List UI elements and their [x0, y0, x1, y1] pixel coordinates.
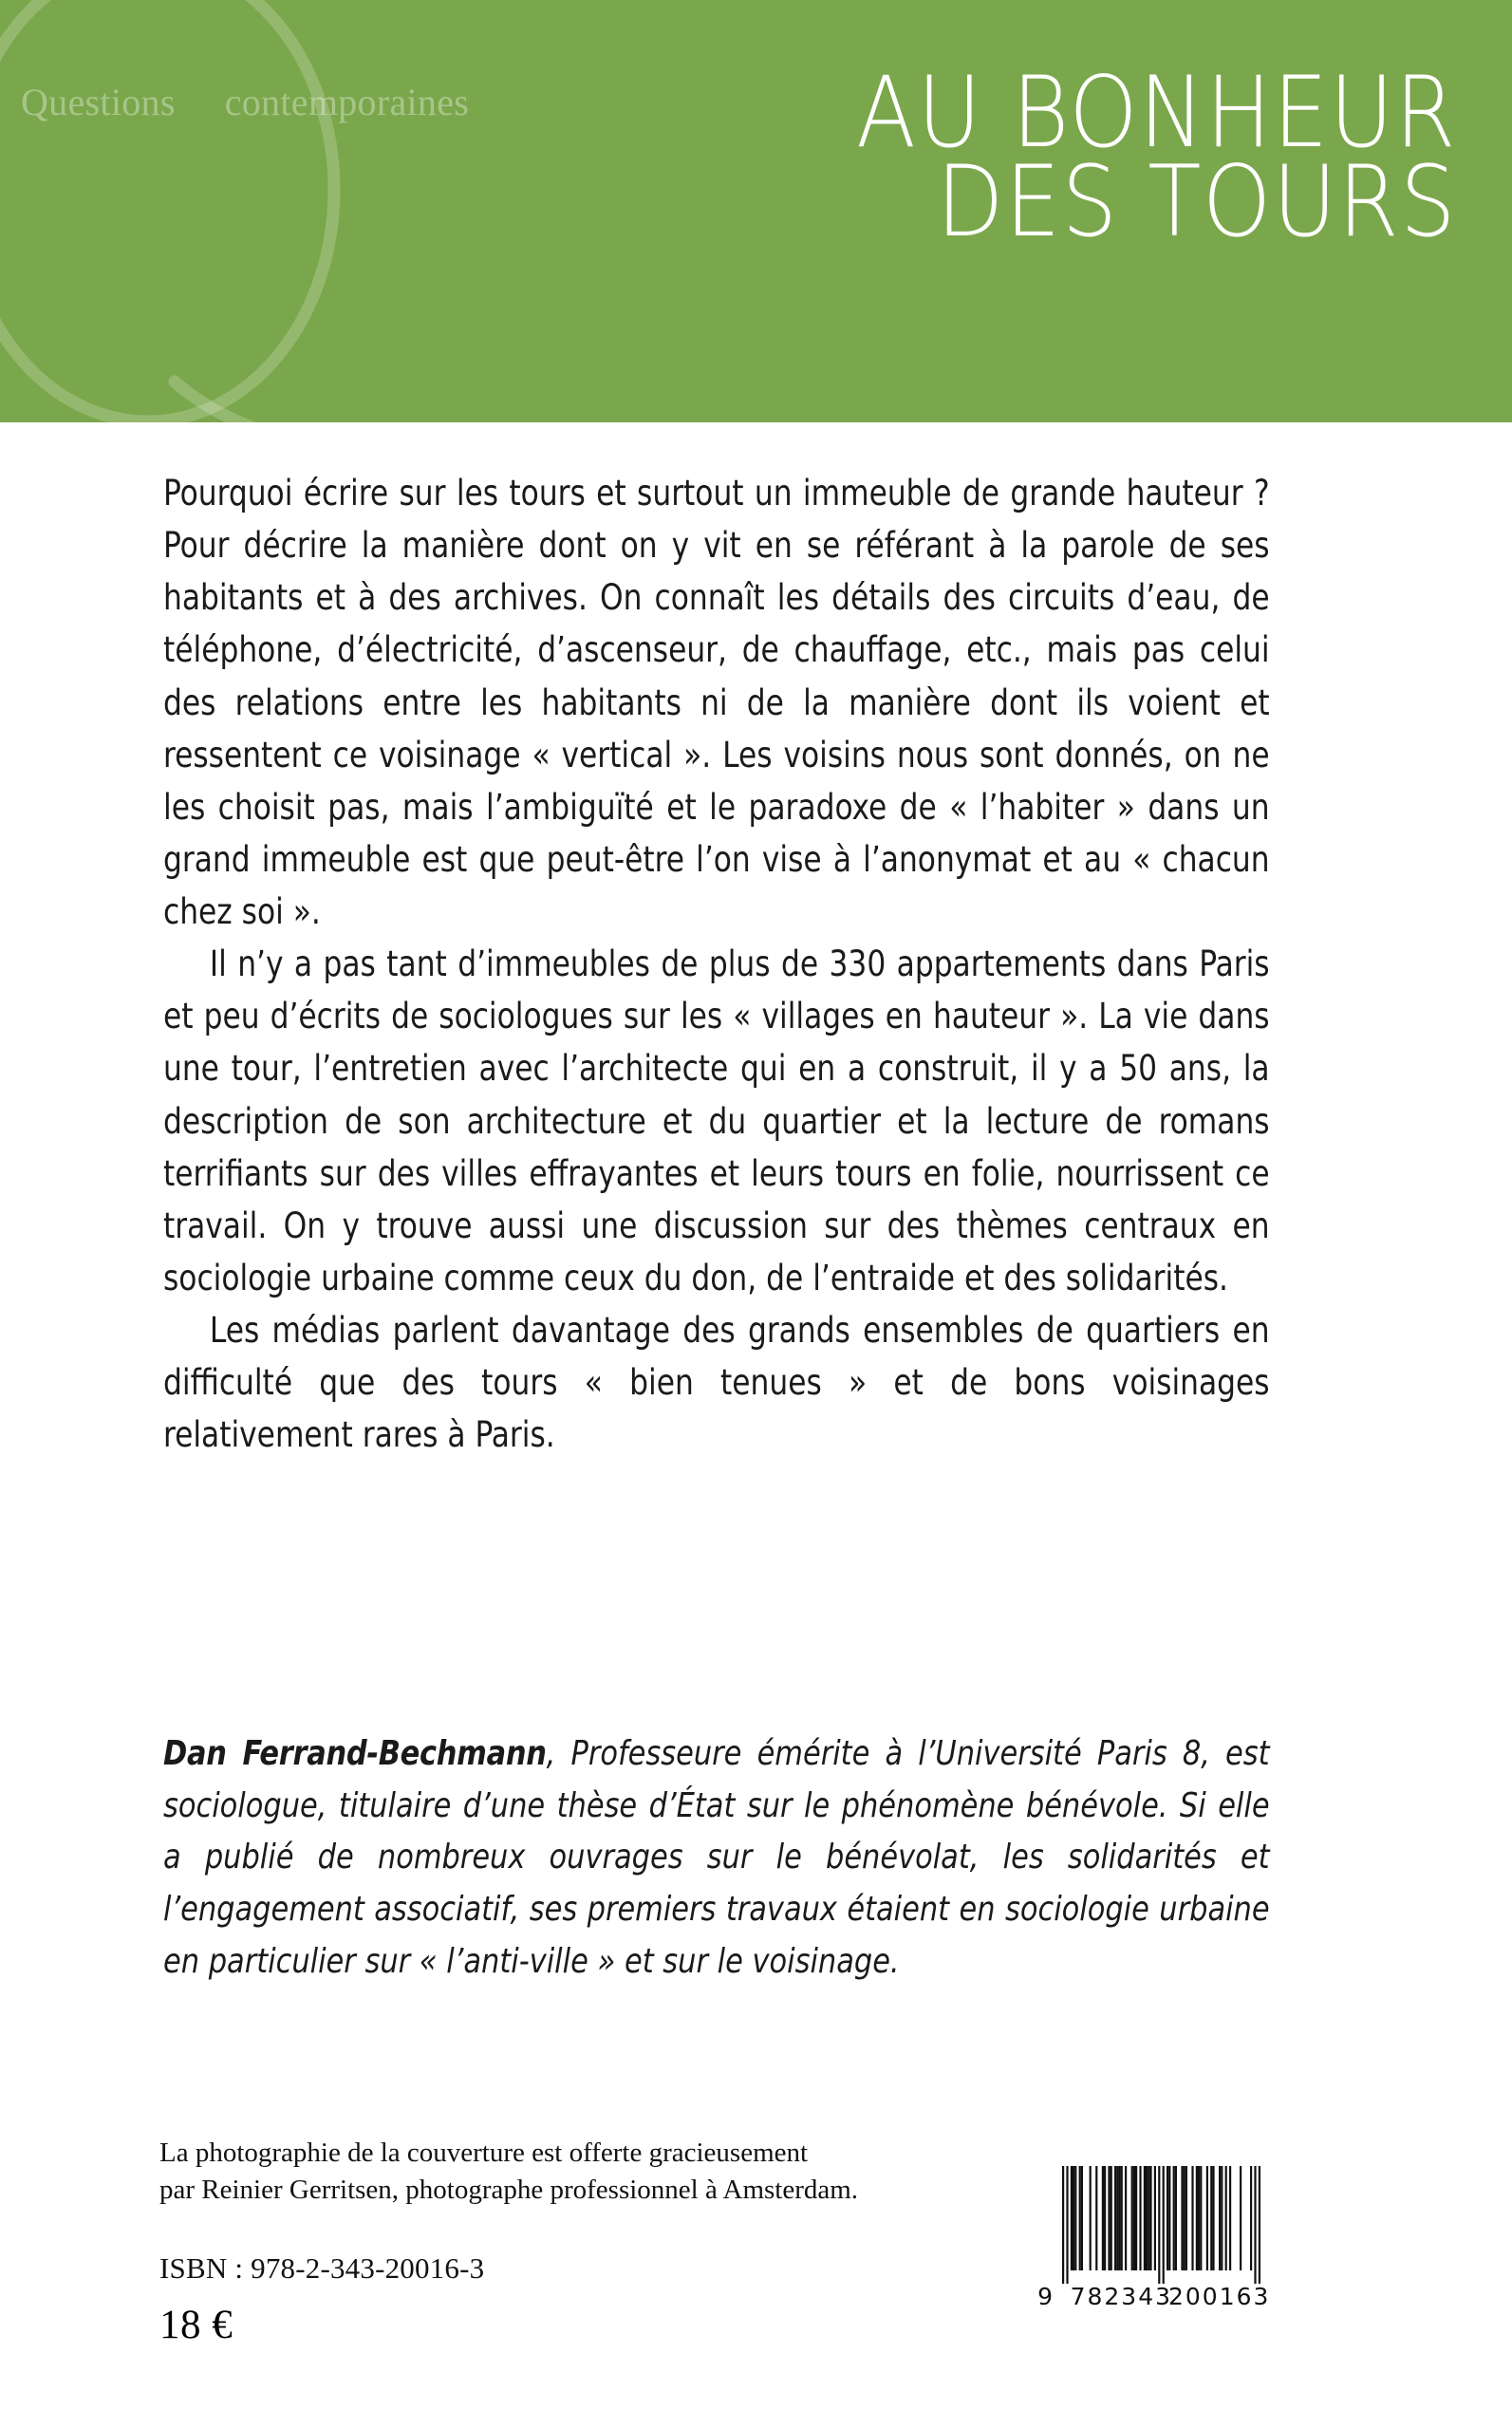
- book-title: [413, 55, 1457, 259]
- svg-text:200163: 200163: [1168, 2283, 1271, 2310]
- book-title-line-1: AU BONHEUR: [856, 55, 1457, 170]
- price-label: 18 €: [159, 2303, 233, 2347]
- isbn-number: ISBN : 978-2-343-20016-3: [159, 2251, 485, 2285]
- collection-q-watermark: [0, 0, 397, 422]
- cover-header-band: [0, 0, 1512, 422]
- blurb-paragraph-2: Il n’y a pas tant d’immeubles de plus de 330 appartements dans Paris et peu d’écrits de sociologues sur les « villages en hauteur ». La vie dans une tour, l’entretien avec l’architecte qui en a construit, il y a 50 ans, la description de son architecture et du quartier et la lecture de romans terrifiants sur des villes effrayantes et leurs tours en folie, nourrissent ce travail. On y trouve aussi une discussion sur des thèmes centraux en sociologie urbaine comme ceux du don, de l’entraide et des solidarités.: [163, 943, 1270, 1298]
- svg-text:782343: 782343: [1070, 2283, 1173, 2310]
- ean13-barcode: [1036, 2160, 1350, 2341]
- svg-text:9: 9: [1037, 2283, 1055, 2310]
- author-biography: [163, 1728, 1270, 1989]
- photo-credit: [159, 2135, 1014, 2209]
- collection-word-questions: Questions: [21, 81, 176, 123]
- author-name: Dan Ferrand-Bechmann: [163, 1734, 547, 1773]
- blurb-paragraph-3: Les médias parlent davantage des grands ensembles de quartiers en difficulté que des tours « bien tenues » et de bons voisinages relativement rares à Paris.: [163, 1310, 1270, 1456]
- photo-credit-line-2: par Reinier Gerritsen, photographe professionnel à Amsterdam.: [159, 2175, 859, 2206]
- back-cover-blurb: [163, 467, 1270, 1461]
- barcode-bars: [1036, 2160, 1350, 2341]
- author-bio-text: , Professeure émérite à l’Université Paris 8, est sociologue, titulaire d’une thèse d’État sur le phénomène bénévole. Si elle a publié de nombreux ouvrages sur le bénévolat, les solidarités et l’engagement associatif, ses premiers travaux étaient en sociologie urbaine en particulier sur « l’anti-ville » et sur le voisinage.: [163, 1734, 1270, 1981]
- blurb-paragraph-1: Pourquoi écrire sur les tours et surtout un immeuble de grande hauteur ? Pour décrire la manière dont on y vit en se référant à la parole de ses habitants et à des archives. On connaît les détails des circuits d’eau, de téléphone, d’électricité, d’ascenseur, de chauffage, etc., mais pas celui des relations entre les habitants ni de la manière dont ils voient et ressentent ce voisinage « vertical ». Les voisins nous sont donnés, on ne les choisit pas, mais l’ambiguïté et le paradoxe de « l’habiter » dans un grand immeuble est que peut-être l’on vise à l’anonymat et au « chacun chez soi ».: [163, 473, 1270, 932]
- book-title-line-2: DES TOURS: [936, 144, 1457, 259]
- collection-word-contemporaines: contemporaines: [224, 81, 470, 123]
- photo-credit-line-1: La photographie de la couverture est offerte gracieusement: [159, 2138, 809, 2168]
- collection-name: [21, 81, 470, 123]
